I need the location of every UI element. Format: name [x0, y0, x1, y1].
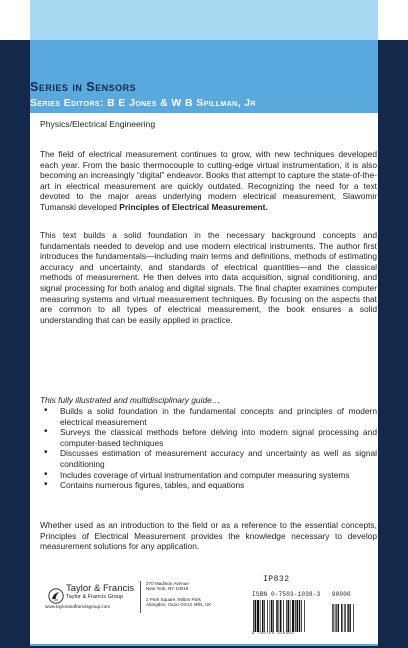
list-item: • Builds a solid foundation in the fundamental concepts and principles of modern electrical measurement [40, 406, 377, 427]
top-band [0, 0, 408, 40]
list-item: • Surveys the classical methods before delving into modern signal processing and computer-based techniques [40, 427, 377, 448]
isbn-number: ISBN 0-7503-1038-3 [252, 591, 321, 598]
publisher-name: Taylor & Francis [66, 583, 135, 594]
publisher-divider [140, 581, 141, 613]
subject-category: Physics/Electrical Engineering [40, 119, 156, 129]
list-item: • Contains numerous figures, tables, and equations [40, 480, 377, 491]
list-item: • Includes coverage of virtual instrumentation and computer measuring systems [40, 470, 377, 481]
product-code: IP832 [263, 575, 290, 584]
publisher-address-uk [146, 597, 211, 608]
isbn-label [252, 591, 351, 598]
bullet-intro: This fully illustrated and multidisciplinary guide… [40, 395, 221, 405]
publisher-url[interactable]: www.taylorandfrancisgroup.com [45, 604, 111, 609]
address-line: 2 Park Square, Milton Park [146, 597, 201, 602]
series-title: Series in Sensors [30, 80, 137, 94]
taylor-francis-logo-icon [48, 588, 64, 604]
paragraph-intro-text: The field of electrical measurement continues to grow, with new techniques developed each year. From the basic thermocouple to cutting-edge virtual instrumentation, it is also becoming an increasingly “digital” endeavor. Books that attempt to capture the state-of-the-art in electrical measurement are quickly outdated. Recognizing the need for a text devoted to the major areas underlying modern electrical measurement, Slawomir Tumanski developed [40, 149, 377, 212]
book-title-bold: Principles of Electrical Measurement. [119, 201, 268, 212]
paragraph-intro [40, 149, 377, 213]
barcode-icon [252, 600, 356, 632]
paragraph-content: This text builds a solid foundation in the necessary background concepts and fundamentals needed to develop and use modern electrical instruments. The author first introduces the fundamentals—including main terms and definitions, methods of estimating accuracy and uncertainty, and standards of electrical quantities—and the classical methods of measurement. He then delves into data acquisition, signal conditioning, and signal processing for both analog and digital signals. The final chapter examines computer measuring systems and virtual measurement techniques. By focusing on the aspects that are common to all types of electrical measurement, the book ensures a solid understanding that can be easily applied in practice. [40, 230, 377, 325]
address-line: 270 Madison Avenue [146, 581, 189, 586]
publisher-address-us [146, 581, 189, 592]
series-editors: Series Editors: B E Jones & W B Spillman, Jr [30, 97, 256, 109]
feature-list [40, 406, 377, 491]
description-panel [30, 113, 378, 573]
price-addon-code: 90000 [331, 591, 351, 598]
publisher-group: Taylor & Francis Group [66, 594, 124, 600]
list-item: • Discusses estimation of measurement accuracy and uncertainty as well as signal conditioning [40, 448, 377, 469]
barcode-digits: 9 780750 310383 [252, 632, 295, 636]
address-line: New York, NY 10016 [146, 586, 189, 592]
top-blue-bar [30, 0, 378, 40]
paragraph-closing: Whether used as an introduction to the field or as a reference to the essential concepts, Principles of Electrical Measurement provides the knowledge necessary to develop measurement solutions for any application. [40, 520, 377, 552]
address-line: Abingdon, Oxon OX14 4RN, UK [146, 602, 212, 608]
